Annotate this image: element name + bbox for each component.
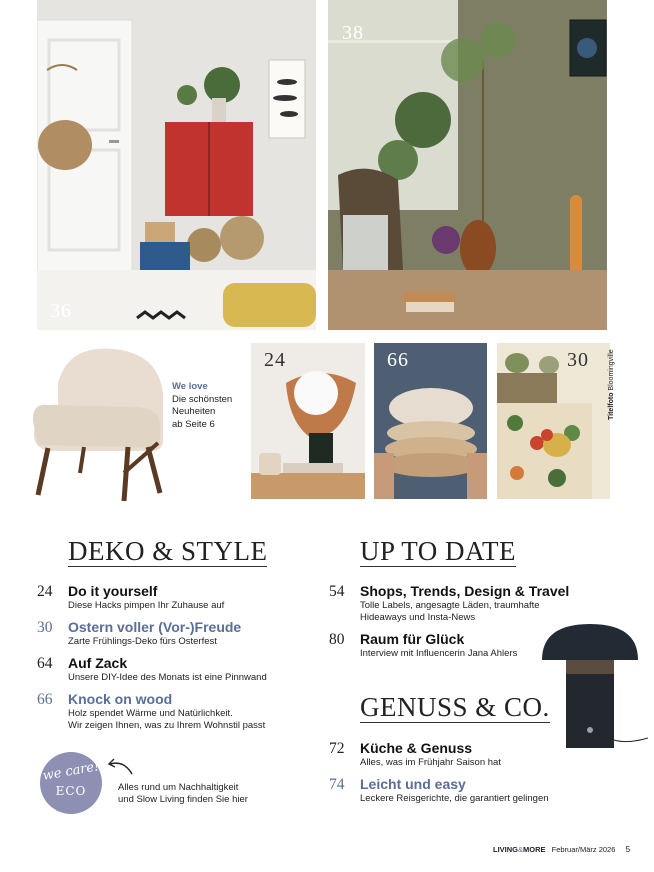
toc-description: Hideaways und Insta-News xyxy=(360,612,476,623)
footer-brand: MORE xyxy=(523,845,546,854)
we-love-headline: We love xyxy=(172,381,208,392)
toc-description: Unsere DIY-Idee des Monats ist eine Pinnwand xyxy=(68,672,267,683)
curved-arrow-icon xyxy=(106,756,136,778)
armchair-illustration xyxy=(28,343,168,503)
eco-note xyxy=(118,782,248,806)
easter-illustration xyxy=(497,343,610,499)
toc-description: Wir zeigen Ihnen, was zu Ihrem Wohnstil passt xyxy=(68,720,266,731)
section-title-deko: DEKO & STYLE xyxy=(68,536,268,566)
table-lamp-illustration xyxy=(538,622,648,752)
we-love-line: ab Seite 6 xyxy=(172,418,215,430)
credit-label: Titelfoto xyxy=(608,392,615,420)
footer-page-number: 5 xyxy=(625,844,631,854)
toc-description: Interview mit Influencerin Jana Ahlers xyxy=(360,648,518,659)
eco-badge-line: ECO xyxy=(55,784,87,798)
toc-page-number: 54 xyxy=(329,583,345,600)
toc-title: Leicht und easy xyxy=(360,776,466,792)
photo-diy xyxy=(251,343,365,499)
eco-badge-line: we care! xyxy=(41,759,101,784)
toc-title: Ostern voller (Vor-)Freude xyxy=(68,619,242,635)
toc-title: Shops, Trends, Design & Travel xyxy=(360,583,570,599)
credit-source: Bloomingville xyxy=(608,349,615,391)
toc-description: Diese Hacks pimpen Ihr Zuhause auf xyxy=(68,600,225,611)
toc-title: Raum für Glück xyxy=(360,631,465,647)
photo-entrance xyxy=(37,0,316,330)
toc-page-number: 30 xyxy=(37,619,53,636)
toc-page-number: 72 xyxy=(329,740,345,757)
photo-bowls xyxy=(374,343,487,499)
photo-living-room xyxy=(328,0,607,330)
toc-page-number: 74 xyxy=(329,776,345,793)
footer-issue: Februar/März 2026 xyxy=(551,845,616,854)
photo-easter xyxy=(497,343,610,499)
photo-page-number: 36 xyxy=(50,300,72,322)
eco-note-line: und Slow Living finden Sie hier xyxy=(118,794,248,805)
photo-page-number: 24 xyxy=(264,349,286,371)
living-room-illustration xyxy=(328,0,607,330)
photo-credit xyxy=(608,349,615,420)
we-love-teaser xyxy=(172,381,232,431)
page-footer xyxy=(493,844,630,854)
toc-description: Tolle Labels, angesagte Läden, traumhafte xyxy=(360,600,540,611)
we-love-line: Die schönsten xyxy=(172,393,233,405)
toc-description: Leckere Reisgerichte, die garantiert gelingen xyxy=(360,793,549,804)
toc-description: Zarte Frühlings-Deko fürs Osterfest xyxy=(68,636,217,647)
toc-description: Alles, was im Frühjahr Saison hat xyxy=(360,757,501,768)
photo-page-number: 30 xyxy=(567,349,589,371)
toc-page-number: 80 xyxy=(329,631,345,648)
section-title-genuss: GENUSS & CO. xyxy=(360,692,550,722)
photo-page-number: 66 xyxy=(387,349,409,371)
footer-brand-amp: & xyxy=(518,845,524,854)
toc-page-number: 24 xyxy=(37,583,53,600)
toc-title: Küche & Genuss xyxy=(360,740,473,756)
toc-title: Auf Zack xyxy=(68,655,128,671)
entrance-illustration xyxy=(37,0,316,330)
toc-title: Knock on wood xyxy=(68,691,173,707)
footer-brand: LIVING xyxy=(493,845,519,854)
section-title-uptodate: UP TO DATE xyxy=(360,536,517,566)
eco-note-line: Alles rund um Nachhaltigkeit xyxy=(118,782,239,793)
toc-description: Holz spendet Wärme und Natürlichkeit. xyxy=(68,708,233,719)
we-love-line: Neuheiten xyxy=(172,406,216,417)
toc-page-number: 66 xyxy=(37,691,53,708)
toc-page-number: 64 xyxy=(37,655,53,672)
photo-page-number: 38 xyxy=(342,22,364,44)
eco-badge xyxy=(40,752,102,814)
toc-title: Do it yourself xyxy=(68,583,158,599)
